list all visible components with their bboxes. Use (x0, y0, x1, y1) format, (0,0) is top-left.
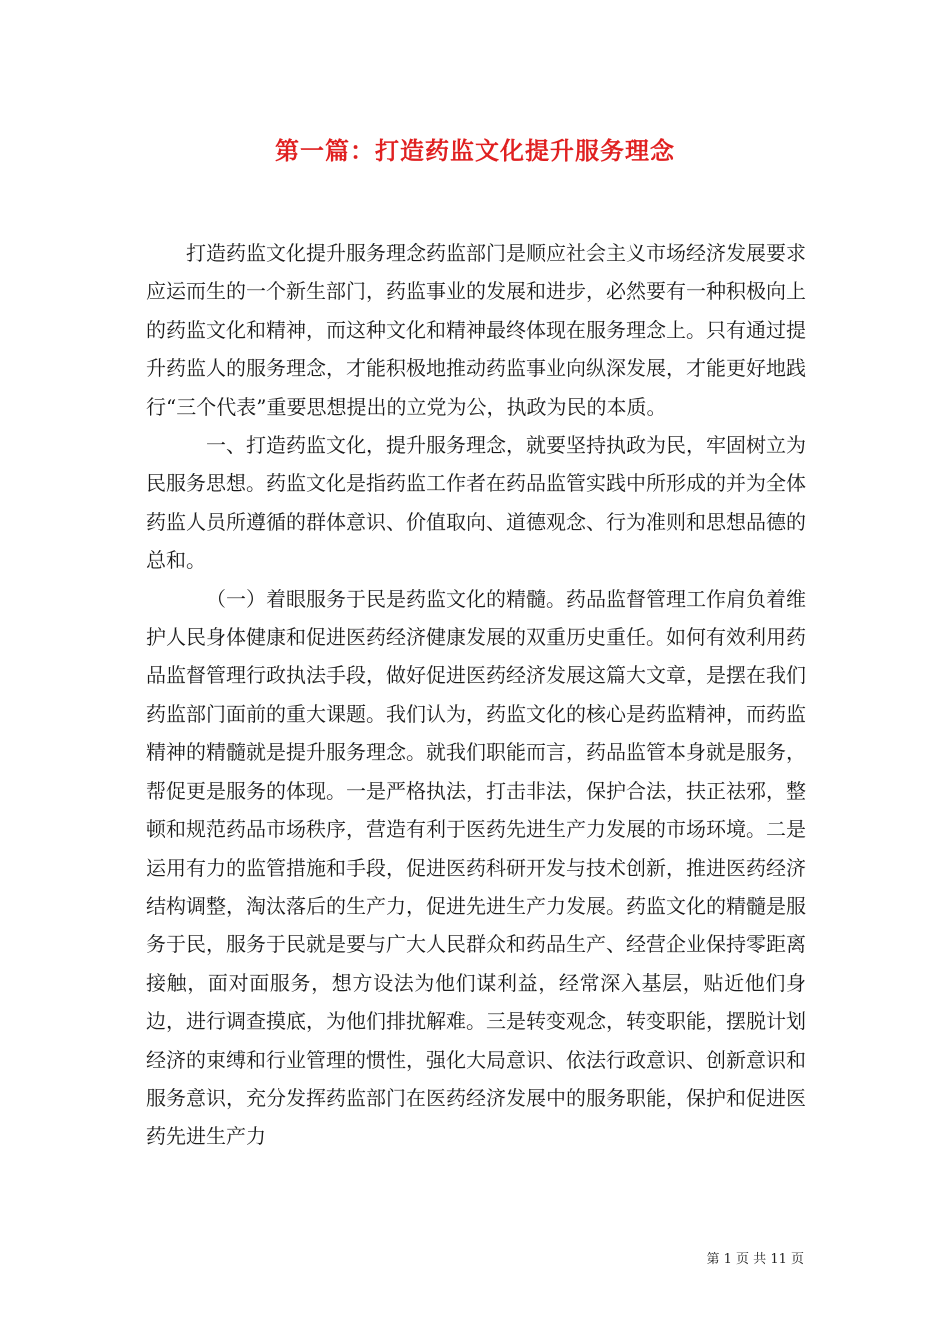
document-title: 第一篇：打造药监文化提升服务理念 (275, 136, 675, 165)
page-number-footer: 第 1 页 共 11 页 (706, 1252, 804, 1267)
paragraph-section-one: 一、打造药监文化，提升服务理念，就要坚持执政为民，牢固树立为民服务思想。药监文化是指药监工作者在药品监管实践中所形成的并为全体药监人员所遵循的群体意识、价值取向、道德观念、行为准则和思想品德的总和。 (146, 433, 806, 573)
paragraph-intro: 打造药监文化提升服务理念药监部门是顺应社会主义市场经济发展要求应运而生的一个新生部门，药监事业的发展和进步，必然要有一种积极向上的药监文化和精神，而这种文化和精神最终体现在服务理念上。只有通过提升药监人的服务理念，才能积极地推动药监事业向纵深发展，才能更好地践行“三个代表”重要思想提出的立党为公，执政为民的本质。 (146, 241, 806, 419)
paragraph-subsection-one: （一）着眼服务于民是药监文化的精髓。药品监督管理工作肩负着维护人民身体健康和促进医药经济健康发展的双重历史重任。如何有效利用药品监督管理行政执法手段，做好促进医药经济发展这篇大文章，是摆在我们药监部门面前的重大课题。我们认为，药监文化的核心是药监精神，而药监精神的精髓就是提升服务理念。就我们职能而言，药品监管本身就是服务，帮促更是服务的体现。一是严格执法，打击非法，保护合法，扶正祛邪，整顿和规范药品市场秩序，营造有利于医药先进生产力发展的市场环境。二是运用有力的监管措施和手段，促进医药科研开发与技术创新，推进医药经济结构调整，淘汰落后的生产力，促进先进生产力发展。药监文化的精髓是服务于民，服务于民就是要与广大人民群众和药品生产、经营企业保持零距离接触，面对面服务，想方设法为他们谋利益，经常深入基层，贴近他们身边，进行调查摸底，为他们排扰解难。三是转变观念，转变职能，摆脱计划经济的束缚和行业管理的惯性，强化大局意识、依法行政意识、创新意识和服务意识，充分发挥药监部门在医药经济发展中的服务职能，保护和促进医药先进生产力 (146, 586, 806, 1149)
document-body (146, 234, 806, 1156)
